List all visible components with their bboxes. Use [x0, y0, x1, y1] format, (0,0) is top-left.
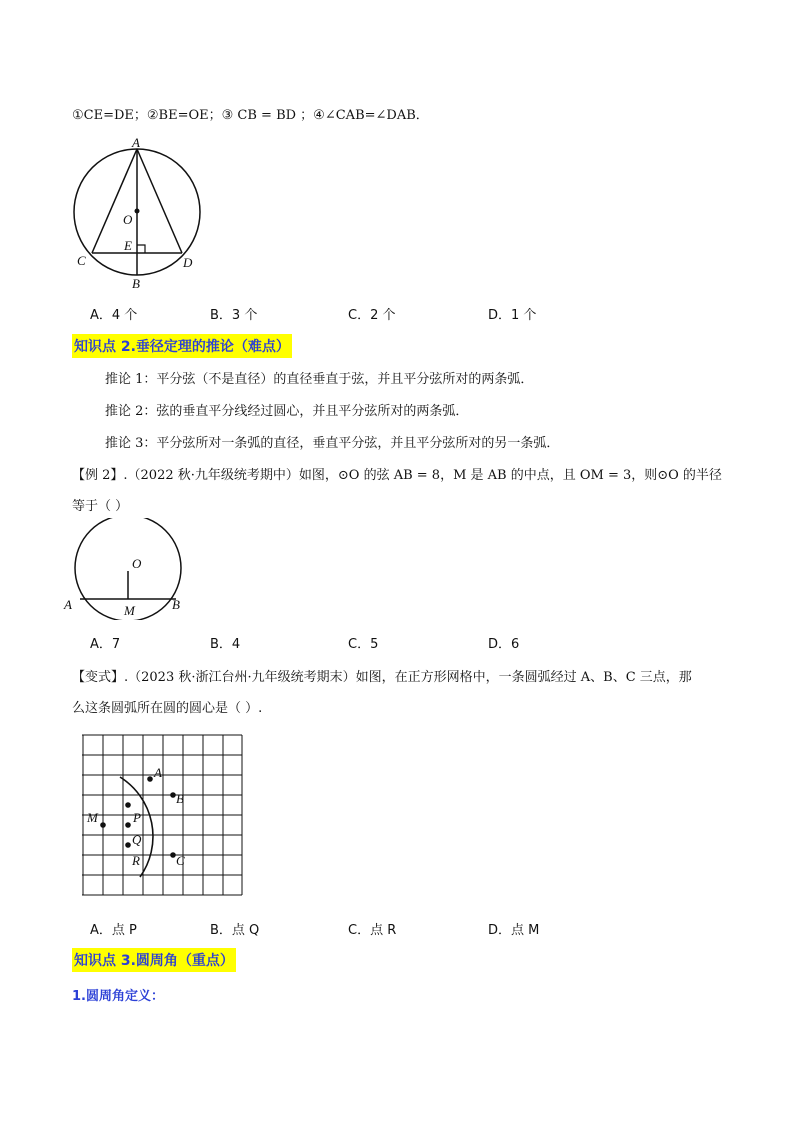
label-a: A — [132, 135, 140, 150]
figure-grid-arc — [82, 734, 246, 896]
q1-statements: ①CE=DE；②BE=OE；③ CB = BD ；④∠CAB=∠DAB． — [72, 108, 429, 123]
kp2-item-1: 推论 1：平分弦（不是直径）的直径垂直于弦，并且平分弦所对的两条弧． — [105, 372, 534, 387]
right-angle-mark — [137, 245, 145, 253]
point-a — [147, 776, 153, 782]
label-b: B — [132, 276, 140, 291]
label-m-3: M — [87, 810, 98, 825]
figure-circle-triangle — [62, 132, 212, 292]
kp3-subheading: 1.圆周角定义： — [72, 989, 164, 1004]
label-d: D — [183, 255, 193, 270]
var-option-a[interactable]: A．点 P — [90, 923, 137, 938]
point-p-upper — [125, 802, 131, 808]
kp2-heading: 知识点 2.垂径定理的推论（难点） — [72, 334, 292, 358]
label-m-2: M — [124, 603, 135, 618]
label-a-3: A — [154, 765, 162, 780]
kp2-item-3: 推论 3：平分弦所对一条弧的直径，垂直平分弦，并且平分弦所对的另一条弧． — [105, 436, 560, 451]
point-m — [100, 822, 106, 828]
q1-option-b[interactable]: B．3 个 — [210, 308, 258, 323]
var-option-d[interactable]: D．点 M — [488, 923, 540, 938]
label-b-3: B — [176, 791, 184, 806]
q1-option-c[interactable]: C．2 个 — [348, 308, 396, 323]
ex2-question-line1: 【例 2】.（2022 秋·九年级统考期中）如图，⊙O 的弦 AB = 8，M 是 AB 的中点，且 OM = 3，则⊙O 的半径 — [72, 468, 722, 483]
center-dot — [135, 209, 140, 214]
label-a-2: A — [64, 597, 72, 612]
chord-ad — [137, 149, 182, 253]
label-p-3: P — [133, 810, 141, 825]
var-question-line2: 么这条圆弧所在圆的圆心是（ ）. — [72, 701, 263, 716]
label-c: C — [77, 253, 86, 268]
var-option-b[interactable]: B．点 Q — [210, 923, 260, 938]
label-e: E — [124, 238, 132, 253]
point-b — [170, 792, 176, 798]
label-r-3: R — [132, 853, 140, 868]
label-c-3: C — [176, 853, 185, 868]
var-option-c[interactable]: C．点 R — [348, 923, 397, 938]
point-q — [125, 842, 131, 848]
kp3-heading: 知识点 3.圆周角（重点） — [72, 948, 236, 972]
point-c — [170, 852, 176, 858]
grid-lines — [82, 735, 242, 895]
ex2-question-line2: 等于（ ） — [72, 499, 129, 514]
figure-circle-chord — [62, 518, 192, 620]
label-o-2: O — [132, 556, 142, 571]
q1-option-d[interactable]: D．1 个 — [488, 308, 537, 323]
ex2-option-c[interactable]: C．5 — [348, 637, 379, 652]
ex2-option-d[interactable]: D．6 — [488, 637, 520, 652]
point-p — [125, 822, 131, 828]
q1-option-a[interactable]: A．4 个 — [90, 308, 138, 323]
ex2-option-a[interactable]: A．7 — [90, 637, 121, 652]
var-question-line1: 【变式】.（2023 秋·浙江台州·九年级统考期末）如图，在正方形网格中，一条圆弧经过 A、B、C 三点，那 — [72, 670, 692, 685]
label-b-2: B — [172, 597, 180, 612]
label-o: O — [123, 212, 133, 227]
ex2-option-b[interactable]: B．4 — [210, 637, 241, 652]
label-q-3: Q — [132, 832, 142, 847]
kp2-item-2: 推论 2：弦的垂直平分线经过圆心，并且平分弦所对的两条弧． — [105, 404, 469, 419]
